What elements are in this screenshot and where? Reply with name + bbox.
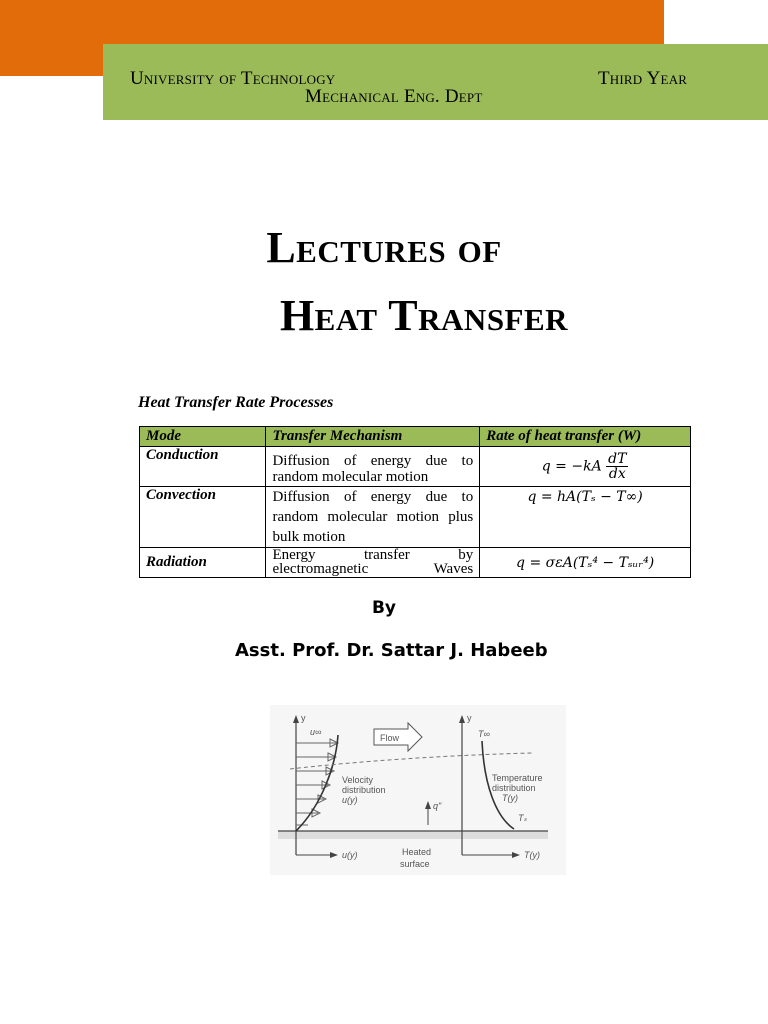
table-caption: Heat Transfer Rate Processes: [138, 394, 334, 411]
heated-surface: [278, 831, 548, 839]
title-line-1: Lectures of: [266, 223, 502, 272]
department-name: Mechanical Eng. Dept: [305, 86, 483, 107]
university-name: University of Technology: [130, 68, 336, 89]
rate-lhs: q = −kA: [541, 458, 602, 475]
temperature-label-1: Temperature: [492, 773, 543, 783]
table-row: [140, 487, 691, 548]
rate-denominator: dx: [608, 466, 626, 482]
rate-numerator: dT: [608, 451, 627, 467]
mechanism-cell: Energy transfer by electromagnetic Waves: [266, 548, 480, 578]
rate-fraction: [606, 452, 628, 481]
title-line-2: Heat Transfer: [279, 291, 569, 340]
mode-cell: Radiation: [140, 548, 266, 578]
header-mode: Mode: [140, 427, 266, 447]
header-rate: Rate of heat transfer (W): [480, 427, 691, 447]
left-y-label: y: [301, 713, 306, 723]
heat-transfer-table: [139, 426, 691, 578]
table-row: [140, 447, 691, 487]
mechanism-cell: Diffusion of energy due to random molecular motion: [266, 447, 480, 487]
velocity-label-3: u(y): [342, 795, 358, 805]
temperature-label-2: distribution: [492, 783, 536, 793]
t-infinity-label: T∞: [478, 729, 490, 739]
heated-label-1: Heated: [402, 847, 432, 857]
velocity-label-1: Velocity: [342, 775, 374, 785]
mode-cell: Conduction: [140, 447, 266, 487]
flow-label: Flow: [380, 733, 400, 743]
table-header-row: [140, 427, 691, 447]
rate-cell: [480, 447, 691, 487]
heat-flux-label: q": [433, 801, 442, 811]
rate-cell: q = σεA(Tₛ⁴ − Tₛᵤᵣ⁴): [480, 548, 691, 578]
u-infinity-label: u∞: [310, 727, 322, 737]
mechanism-cell: Diffusion of energy due to random molecular motion plus bulk motion: [266, 487, 480, 548]
right-y-label: y: [467, 713, 472, 723]
u-axis-label: u(y): [342, 850, 358, 860]
table-row: [140, 548, 691, 578]
rate-cell: q = hA(Tₛ − T∞): [480, 487, 691, 548]
year-label: Third Year: [598, 68, 688, 89]
mode-cell: Convection: [140, 487, 266, 548]
by-label: By: [371, 598, 397, 618]
velocity-label-2: distribution: [342, 785, 386, 795]
temperature-label-3: T(y): [502, 793, 518, 803]
heated-label-2: surface: [400, 859, 430, 869]
surface-temp-label: Tₛ: [518, 813, 527, 823]
boundary-layer-figure: [270, 705, 566, 875]
author-name: Asst. Prof. Dr. Sattar J. Habeeb: [235, 640, 548, 661]
header-mechanism: Transfer Mechanism: [266, 427, 480, 447]
t-axis-label: T(y): [524, 850, 540, 860]
